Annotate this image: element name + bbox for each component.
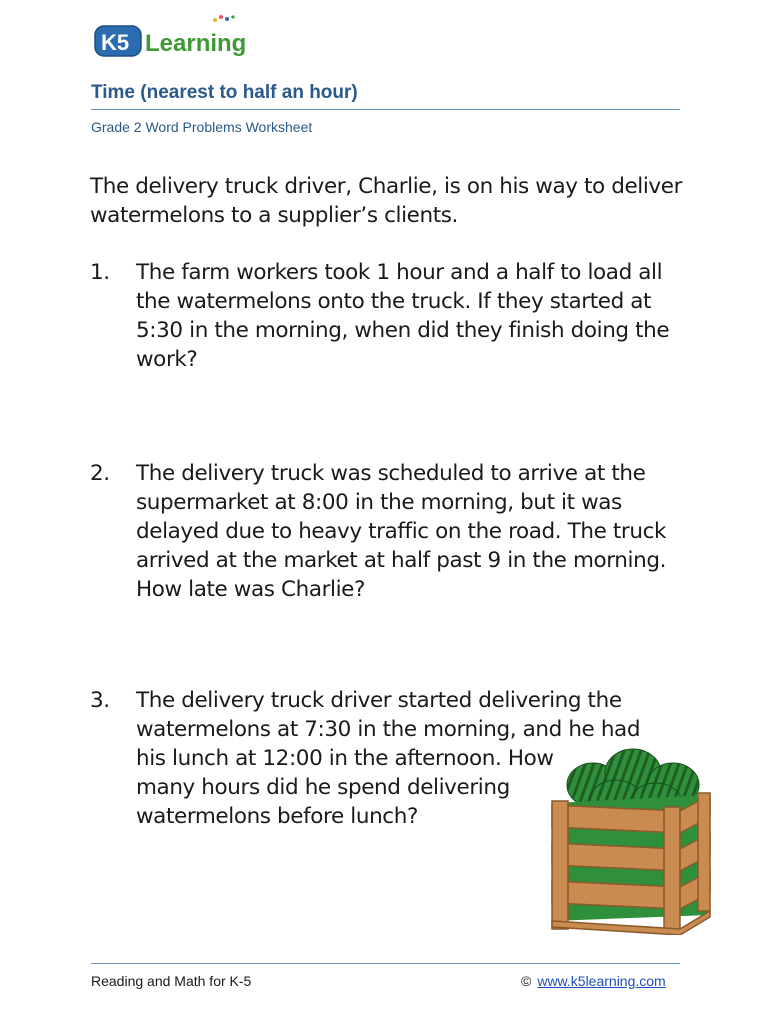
footer-tagline: Reading and Math for K-5: [91, 973, 252, 989]
question-text: The delivery truck was scheduled to arrive at the supermarket at 8:00 in the morning, but it was delayed due to heavy traffic on the road. The truck arrived at the market at half past 9 in the morning. How late was Charlie?: [136, 461, 667, 602]
copyright-symbol: ©: [521, 973, 532, 989]
logo-learning-text: Learning: [145, 30, 247, 57]
question-line: The delivery truck driver started delivering the: [136, 688, 622, 713]
intro-paragraph: The delivery truck driver, Charlie, is on his way to deliver watermelons to a supplier’s clients.: [90, 174, 683, 228]
footer-divider: [91, 963, 680, 964]
worksheet-title: Time (nearest to half an hour): [91, 82, 358, 103]
k5-website-link[interactable]: www.k5learning.com: [537, 973, 666, 989]
question-line: watermelons at 7:30 in the morning, and he had: [136, 717, 641, 742]
question-number: 1.: [90, 260, 110, 285]
question-number: 2.: [90, 461, 110, 486]
question-text: The farm workers took 1 hour and a half to load all the watermelons onto the truck. If they started at 5:30 in the morning, when did they finish doing the work?: [136, 260, 670, 372]
header-divider: [91, 109, 680, 110]
footer-copyright: [521, 973, 666, 989]
watermelon-crate-icon: [548, 745, 718, 935]
question-number: 3.: [90, 688, 110, 713]
worksheet-subtitle: Grade 2 Word Problems Worksheet: [91, 119, 313, 135]
logo-k5-text: K5: [101, 30, 130, 55]
question-line: his lunch at 12:00 in the afternoon. How: [136, 746, 554, 771]
k5-logo-icon: [93, 14, 263, 62]
watermelon-crate-illustration: [548, 745, 718, 935]
question-line: many hours did he spend delivering: [136, 775, 510, 800]
question-line: watermelons before lunch?: [136, 804, 418, 829]
k5-learning-logo: [93, 14, 263, 62]
